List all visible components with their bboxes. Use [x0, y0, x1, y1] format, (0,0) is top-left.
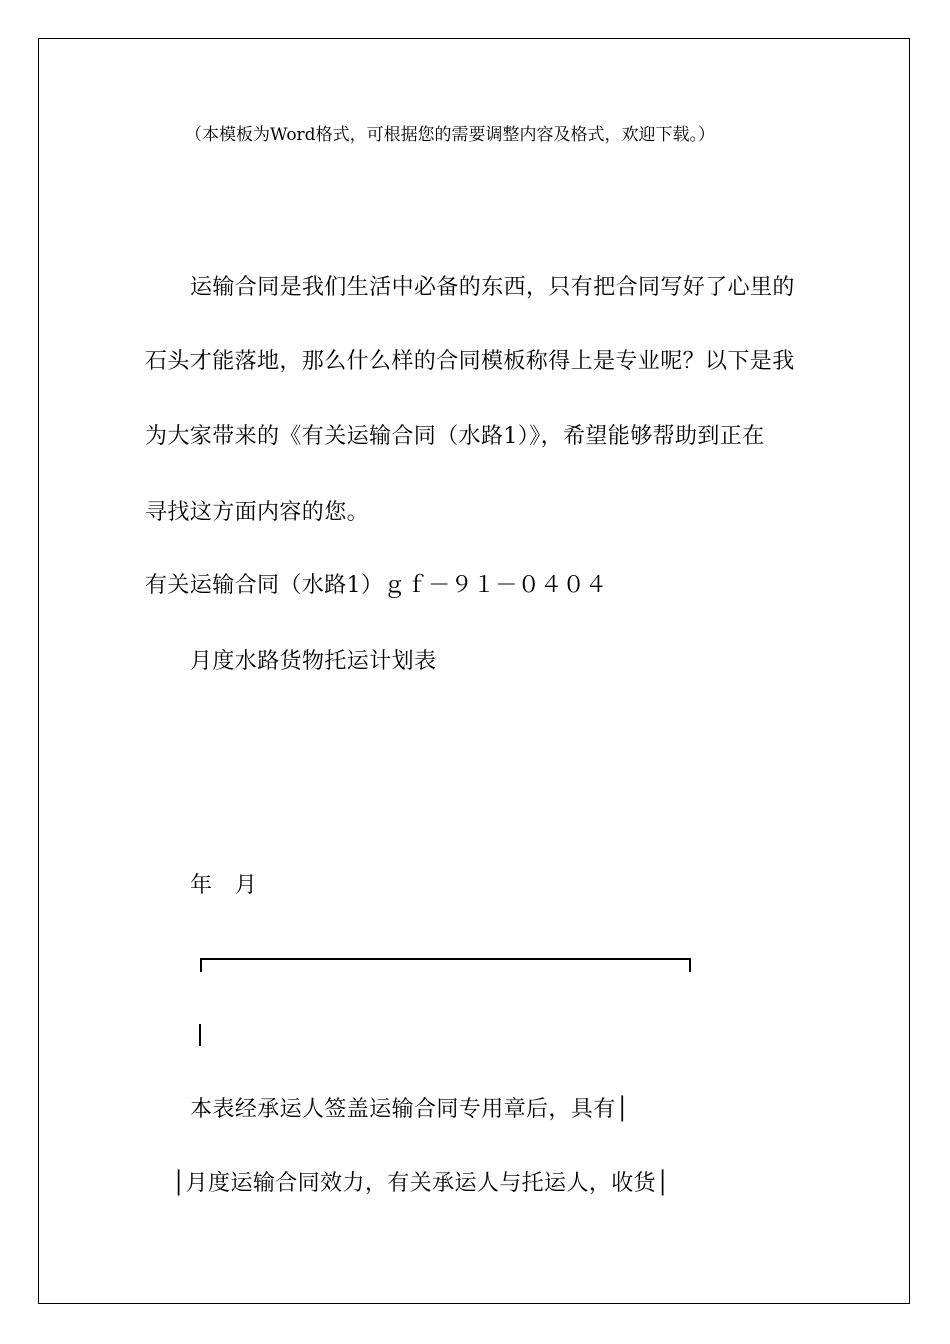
- intro-line-1: 运输合同是我们生活中必备的东西，只有把合同写好了心里的: [190, 275, 795, 300]
- table-top-border: [200, 958, 691, 972]
- contract-title: 有关运输合同（水路1）ｇｆ－９１－０４０４: [145, 573, 608, 598]
- template-notice: （本模板为Word格式，可根据您的需要调整内容及格式，欢迎下载。）: [185, 125, 716, 145]
- table-row-1: 本表经承运人签盖运输合同专用章后，具有│: [190, 1097, 630, 1122]
- intro-line-3: 为大家带来的《有关运输合同（水路1）》，希望能够帮助到正在: [145, 424, 765, 449]
- table-row-2: │月度运输合同效力，有关承运人与托运人，收货│: [172, 1171, 670, 1196]
- intro-line-2: 石头才能落地，那么什么样的合同模板称得上是专业呢？以下是我: [145, 349, 795, 374]
- intro-line-4: 寻找这方面内容的您。: [145, 500, 370, 525]
- year-month-label: 年 月: [190, 873, 258, 898]
- table-left-border-fragment: [199, 1024, 201, 1046]
- plan-title: 月度水路货物托运计划表: [190, 649, 437, 674]
